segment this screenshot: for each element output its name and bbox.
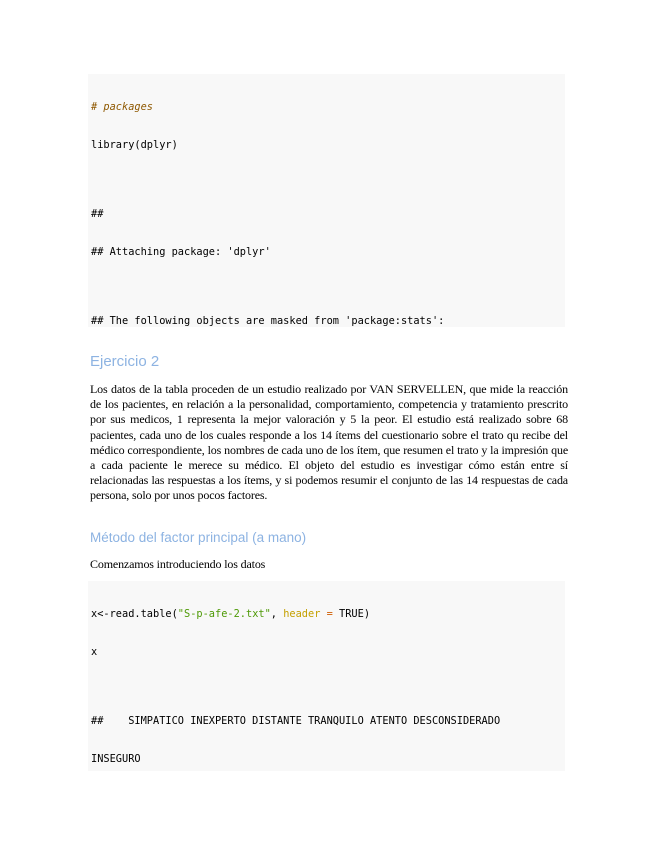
section-title: Ejercicio 2 xyxy=(90,353,160,370)
code-block-data xyxy=(88,581,565,771)
code-arg: header xyxy=(283,608,321,621)
code-token: TRUE) xyxy=(339,608,371,621)
code-token: , xyxy=(270,608,284,621)
code-line: library(dplyr) xyxy=(91,138,178,151)
intro-text: Comenzamos introduciendo los datos xyxy=(90,557,266,571)
code-block-setup xyxy=(88,74,565,327)
code-operator: = xyxy=(320,608,340,621)
code-token: x<-read.table( xyxy=(91,608,178,621)
code-string: "S-p-afe-2.txt" xyxy=(177,608,271,621)
subsection-title: Método del factor principal (a mano) xyxy=(90,530,307,545)
section-paragraph: Los datos de la tabla proceden de un estudio realizado por VAN SERVELLEN, que mide la reacción de los pacientes, en relación a la personalidad, comportamiento, competencia y tratamiento prescrito por sus medicos, 1 representa la mejor valoración y 5 la peor. El estudio está realizado sobre 68 pacientes, cada uno de los cuales responde a los 14 ítems del cuestionario sobre el trato qu recibe del médico correspondiente, los nombres de cada uno de los ítem, que resumen el trato y la impresión que a cada paciente le merece su médico. El objeto del estudio es investigar cómo están entre sí relacionadas las respuestas a los ítems, y si podemos resumir el conjunto de las 14 respuestas de cada persona, solo por unos pocos factores. xyxy=(90,382,568,503)
output-line: ## The following objects are masked from 'package:stats': xyxy=(91,314,445,327)
code-line-read xyxy=(91,608,565,621)
output-line: ## Attaching package: 'dplyr' xyxy=(91,245,271,258)
table-header: ## SIMPATICO INEXPERTO DISTANTE TRANQUILO ATENTO DESCONSIDERADO xyxy=(91,714,501,727)
table-header-wrap: INSEGURO xyxy=(91,752,141,765)
code-comment: # packages xyxy=(91,101,153,114)
output-line: ## xyxy=(91,207,104,220)
code-line: x xyxy=(91,645,98,658)
